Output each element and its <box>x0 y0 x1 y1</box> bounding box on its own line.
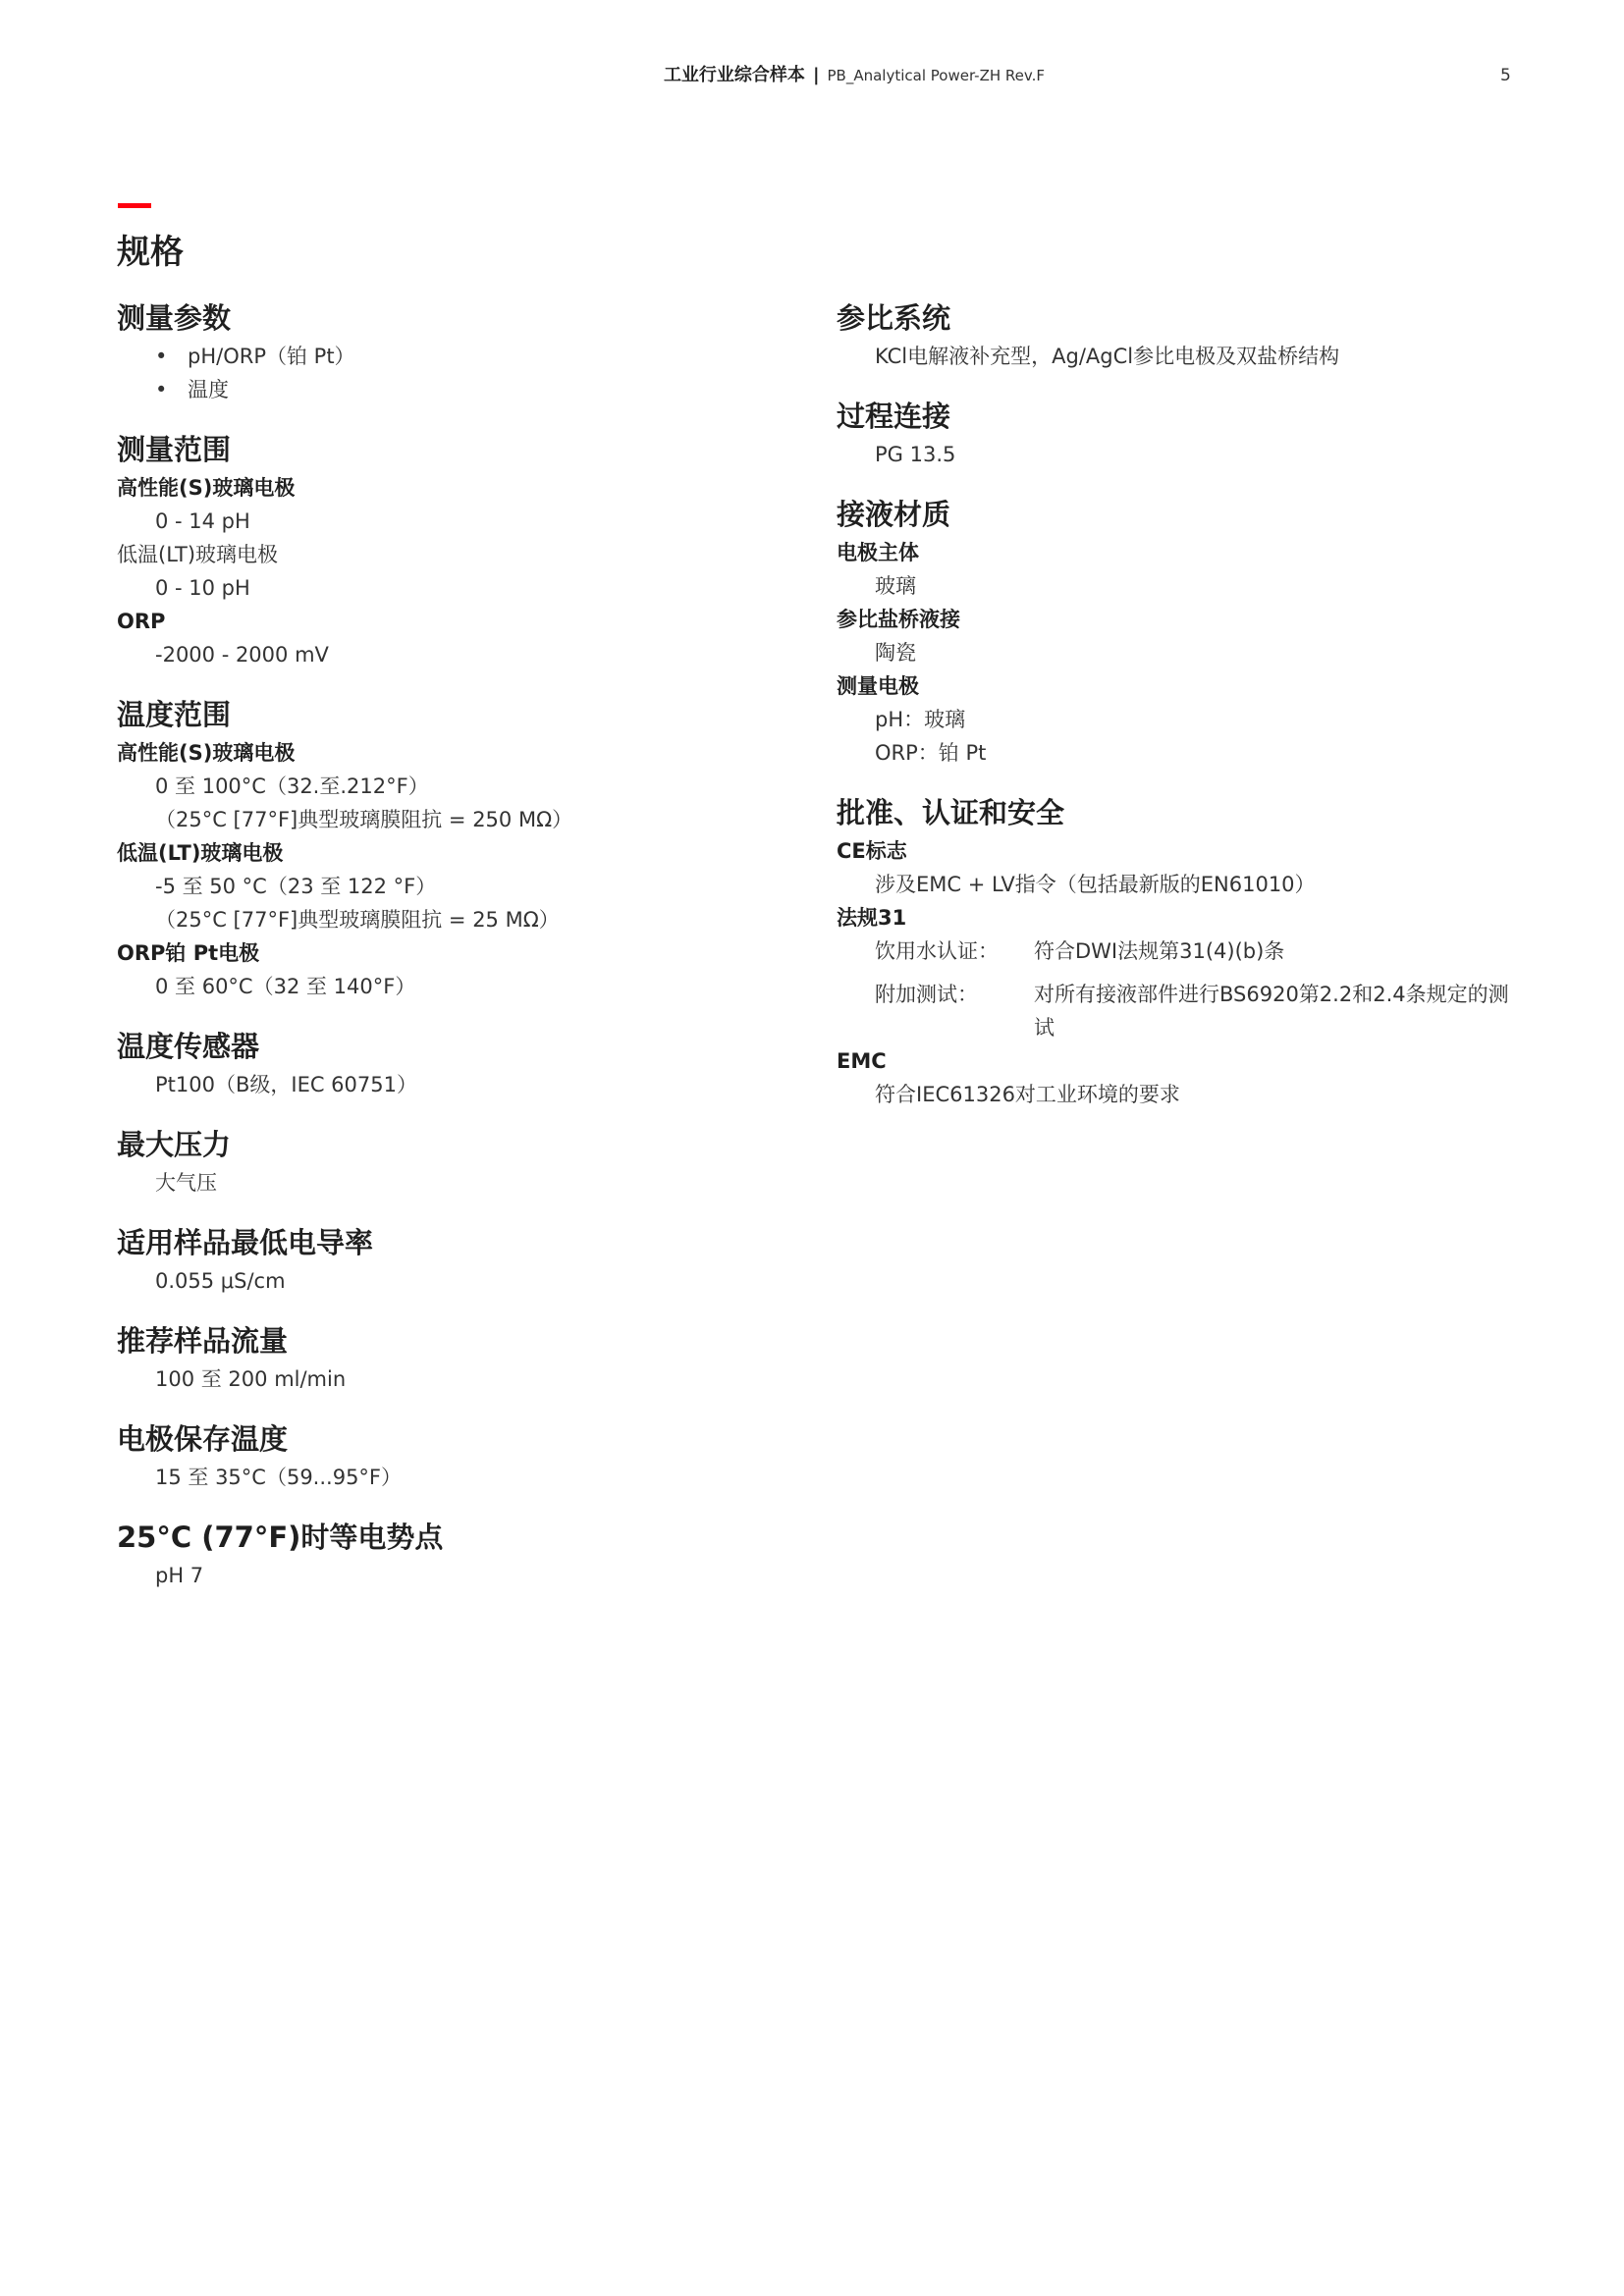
section-max-pressure <box>117 1123 843 1200</box>
section-measure-range <box>117 428 843 671</box>
sub-label: 低温(LT)玻璃电极 <box>117 841 284 865</box>
bullet-icon: • <box>155 345 168 368</box>
section-approvals <box>837 791 1563 1111</box>
sub-label: CE标志 <box>837 839 907 863</box>
header-title: 工业行业综合样本 <box>663 65 805 85</box>
page-header <box>0 61 1624 90</box>
left-column <box>117 296 843 1614</box>
spec-value: Pt100（B级，IEC 60751） <box>155 1073 417 1096</box>
accent-bar <box>118 203 151 208</box>
header-text <box>0 61 1045 90</box>
list-item: • 温度 <box>117 373 843 406</box>
spec-value: -5 至 50 °C（23 至 122 °F） <box>155 875 437 898</box>
page-number: 5 <box>1500 66 1511 85</box>
section-heading: 测量范围 <box>117 433 232 466</box>
spec-value: 0 至 60°C（32 至 140°F） <box>155 975 416 998</box>
section-heading: 测量参数 <box>117 301 232 335</box>
spec-value: 0 - 10 pH <box>155 576 250 600</box>
section-heading: 温度传感器 <box>117 1030 260 1063</box>
section-heading: 接液材质 <box>837 498 951 531</box>
spec-value: （25°C [77°F]典型玻璃膜阻抗 = 250 MΩ） <box>155 808 573 831</box>
section-wetted-materials <box>837 493 1563 770</box>
section-min-conductivity <box>117 1221 843 1298</box>
spec-value: 0 - 14 pH <box>155 509 250 533</box>
section-temp-sensor <box>117 1025 843 1101</box>
spec-value: 涉及EMC + LV指令（包括最新版的EN61010） <box>875 873 1316 896</box>
spec-value: KCl电解液补充型，Ag/AgCl参比电极及双盐桥结构 <box>875 345 1340 368</box>
sub-label: 参比盐桥液接 <box>837 608 960 631</box>
spec-value: pH 7 <box>155 1564 204 1587</box>
sub-label: 测量电极 <box>837 674 919 698</box>
section-flow-rate <box>117 1319 843 1396</box>
right-column <box>837 296 1563 1133</box>
sub-label: ORP铂 Pt电极 <box>117 941 260 965</box>
page-title: 规格 <box>117 233 184 272</box>
spec-value: 15 至 35°C（59...95°F） <box>155 1466 403 1489</box>
list-item: • pH/ORP（铂 Pt） <box>117 340 843 373</box>
spec-value: -2000 - 2000 mV <box>155 643 329 667</box>
sub-label: 低温(LT)玻璃电极 <box>117 543 279 566</box>
spec-key: 附加测试： <box>875 983 978 1006</box>
spec-value: 对所有接液部件进行BS6920第2.2和2.4条规定的测试 <box>1034 983 1509 1040</box>
section-heading: 推荐样品流量 <box>117 1324 289 1358</box>
section-heading: 最大压力 <box>117 1128 232 1161</box>
bullet-icon: • <box>155 378 168 401</box>
spec-value: PG 13.5 <box>875 443 956 466</box>
sub-label: 电极主体 <box>837 541 919 564</box>
spec-value: 0 至 100°C（32.至.212°F） <box>155 774 429 798</box>
spec-value: 0.055 μS/cm <box>155 1269 286 1293</box>
spec-value: 100 至 200 ml/min <box>155 1367 347 1391</box>
section-storage-temp <box>117 1417 843 1494</box>
section-measure-params <box>117 296 843 406</box>
section-reference <box>837 296 1563 373</box>
sub-label: EMC <box>837 1049 887 1073</box>
section-heading: 温度范围 <box>117 698 232 731</box>
sub-label: 法规31 <box>837 906 907 930</box>
spec-value: 符合IEC61326对工业环境的要求 <box>875 1083 1180 1106</box>
header-doc-code: PB_Analytical Power-ZH Rev.F <box>827 67 1045 84</box>
bullet-list <box>117 340 843 406</box>
sub-label: 高性能(S)玻璃电极 <box>117 476 296 500</box>
section-process-connection <box>837 395 1563 471</box>
section-heading: 参比系统 <box>837 301 951 335</box>
section-heading: 适用样品最低电导率 <box>117 1226 374 1259</box>
spec-row <box>837 934 1563 968</box>
section-temp-range <box>117 693 843 1003</box>
spec-value: 陶瓷 <box>875 641 916 665</box>
sub-label: 高性能(S)玻璃电极 <box>117 741 296 765</box>
section-heading: 过程连接 <box>837 400 951 433</box>
spec-key: 饮用水认证： <box>875 939 999 963</box>
spec-value: pH：玻璃 <box>875 708 966 731</box>
section-isopotential <box>117 1516 843 1592</box>
spec-value: 大气压 <box>155 1171 217 1195</box>
spec-value: 玻璃 <box>875 574 916 598</box>
sub-label: ORP <box>117 610 166 633</box>
spec-value: （25°C [77°F]典型玻璃膜阻抗 = 25 MΩ） <box>155 908 560 932</box>
header-separator: | <box>812 65 820 85</box>
spec-value: 符合DWI法规第31(4)(b)条 <box>1034 939 1285 963</box>
spec-value: ORP：铂 Pt <box>875 741 987 765</box>
section-heading: 批准、认证和安全 <box>837 796 1065 829</box>
spec-row <box>837 978 1563 1044</box>
section-heading: 25°C (77°F)时等电势点 <box>117 1521 444 1554</box>
section-heading: 电极保存温度 <box>117 1422 289 1456</box>
